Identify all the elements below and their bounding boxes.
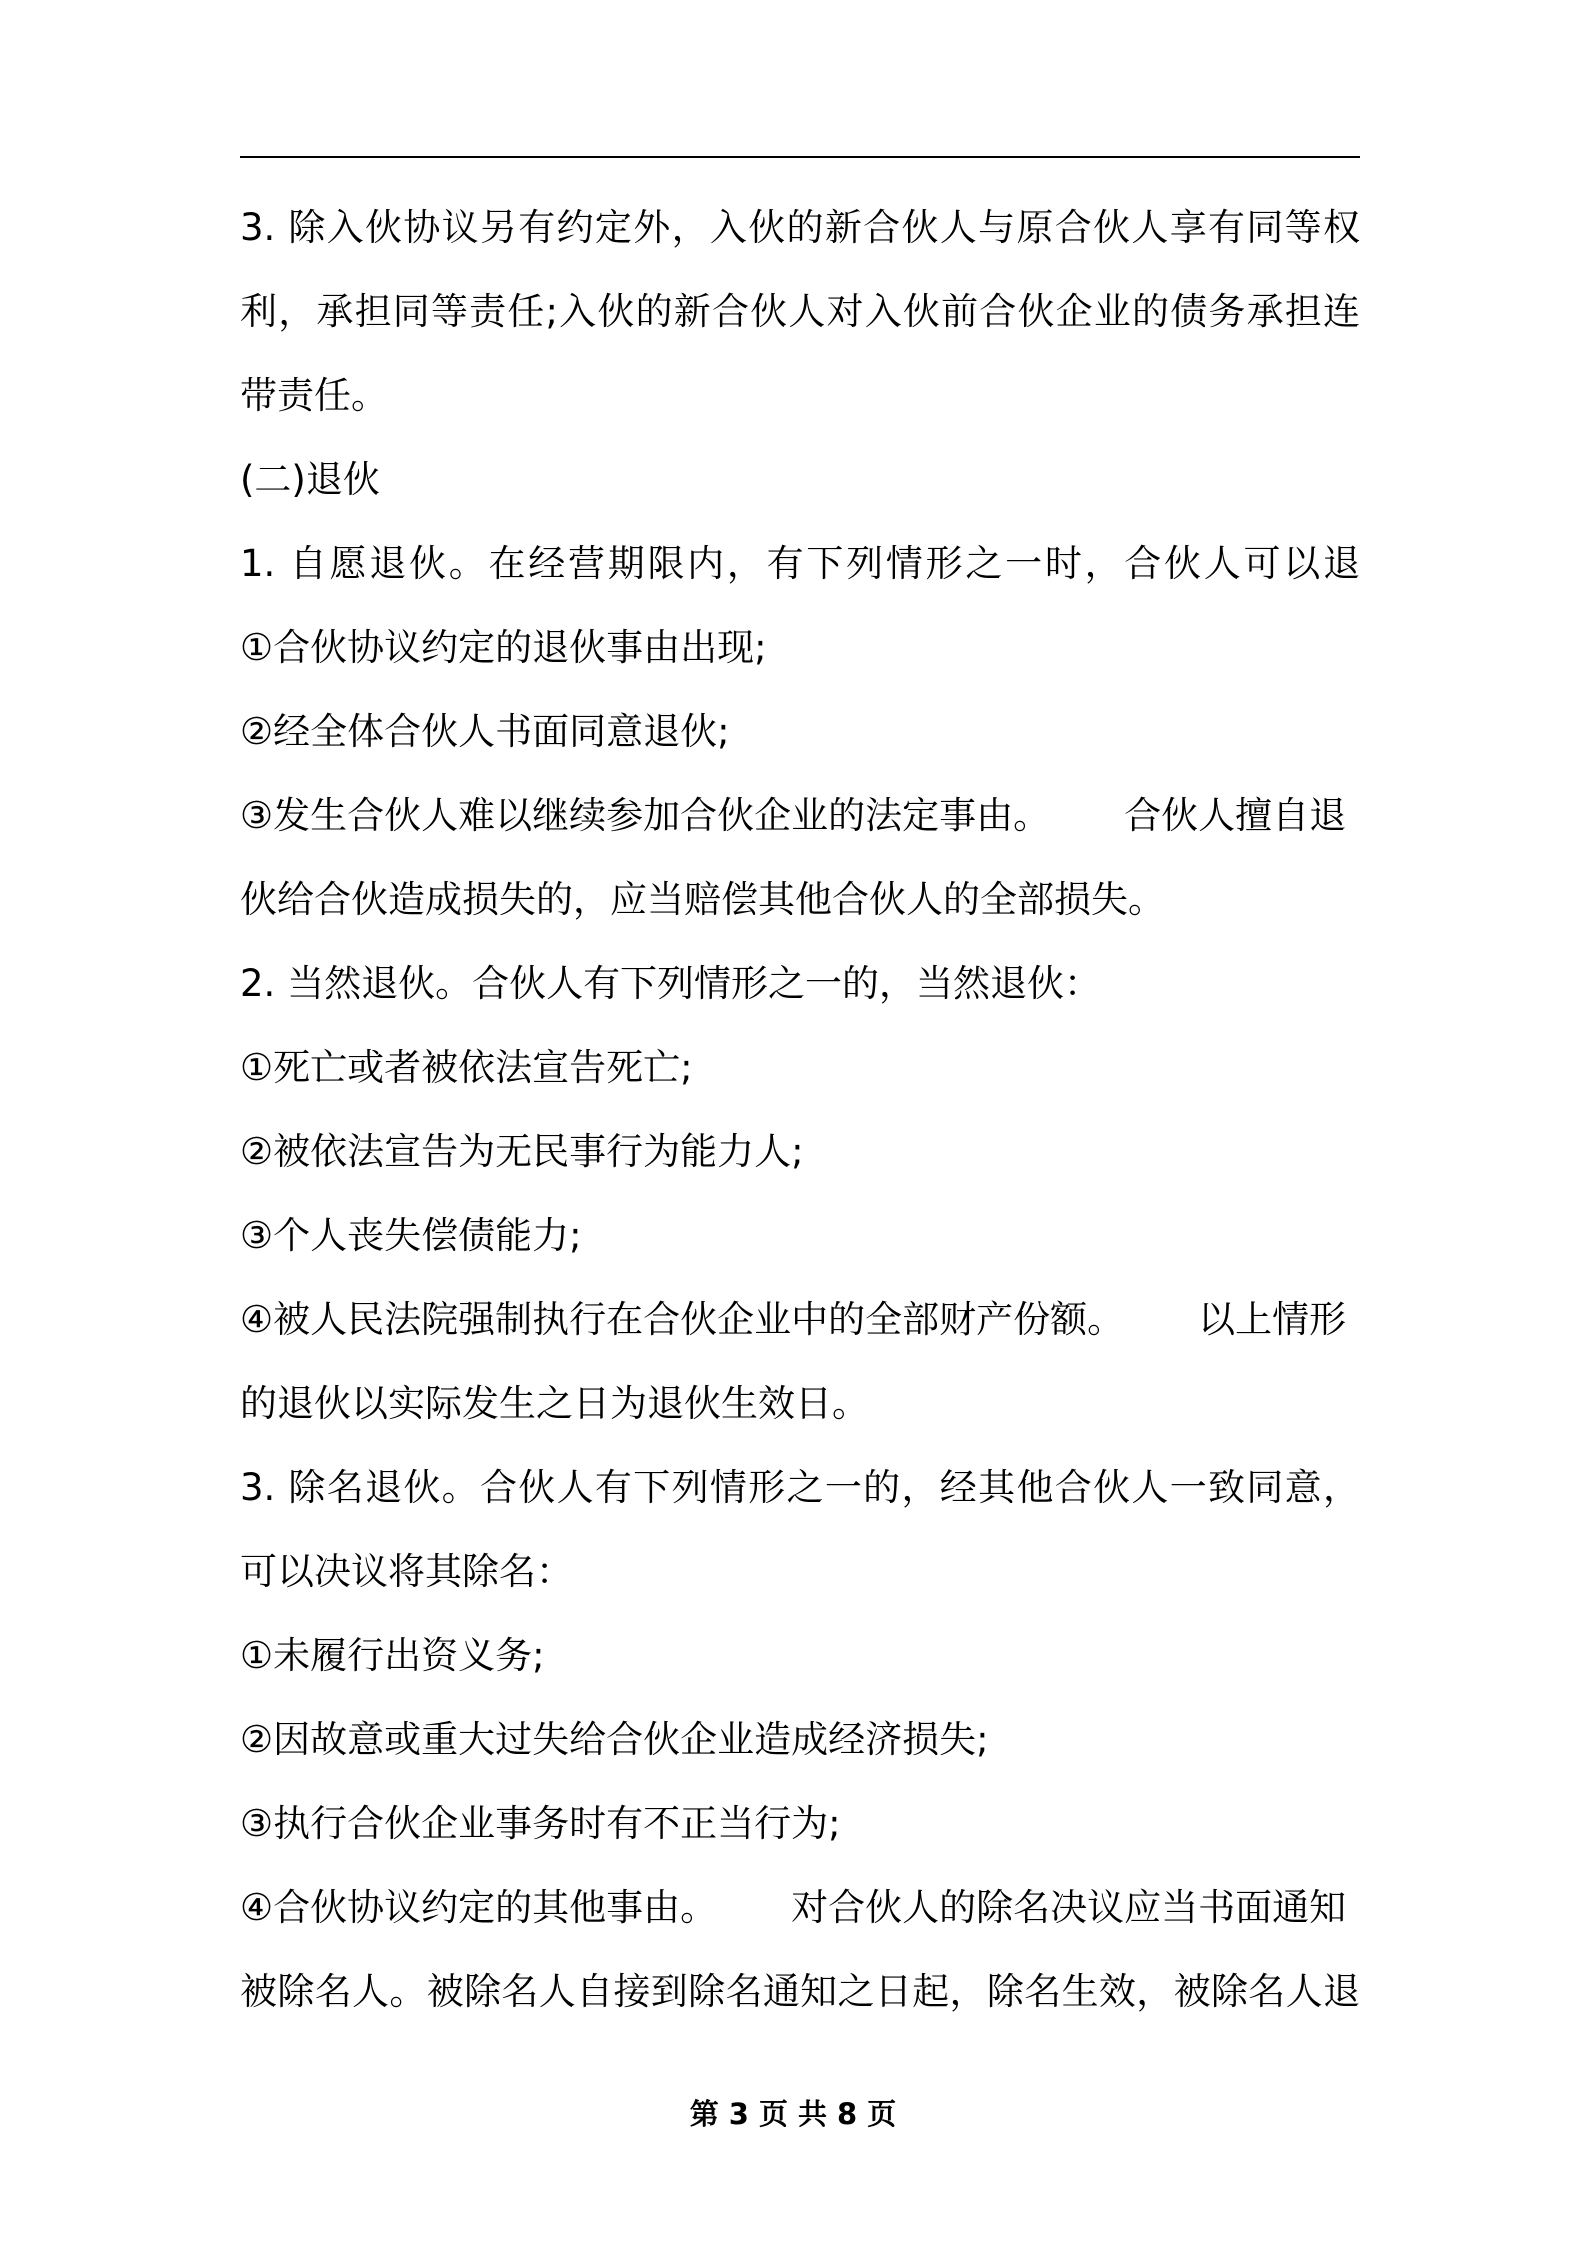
list-item: ①死亡或者被依法宣告死亡;	[240, 1046, 693, 1089]
paragraph-text: 对合伙人的除名决议应当书面通知	[791, 1886, 1347, 1929]
list-item: ③执行合伙企业事务时有不正当行为;	[240, 1802, 841, 1845]
list-item: ②经全体合伙人书面同意退伙;	[240, 710, 730, 753]
paragraph-text: 合伙人擅自退	[1124, 794, 1347, 837]
page-label-prefix: 第	[689, 2097, 719, 2131]
paragraph-line: 伙给合伙造成损失的，应当赔偿其他合伙人的全部损失。	[240, 878, 1165, 921]
paragraph-line: 2. 当然退伙。合伙人有下列情形之一的，当然退伙：	[240, 962, 1102, 1005]
list-item-text: ④被人民法院强制执行在合伙企业中的全部财产份额。	[240, 1298, 1125, 1341]
paragraph-line: 利，承担同等责任;入伙的新合伙人对入伙前合伙企业的债务承担连	[240, 290, 1360, 333]
list-item: ③个人丧失偿债能力;	[240, 1214, 582, 1257]
page-label-suffix: 页	[867, 2097, 897, 2131]
list-item: ②被依法宣告为无民事行为能力人;	[240, 1130, 804, 1173]
document-body	[240, 186, 1360, 2034]
list-item	[240, 774, 1360, 858]
list-item: ②因故意或重大过失给合伙企业造成经济损失;	[240, 1718, 989, 1761]
header-rule	[240, 156, 1360, 158]
paragraph-line: 可以决议将其除名：	[240, 1550, 573, 1593]
current-page-number: 3	[728, 2097, 749, 2131]
paragraph-line: 3. 除入伙协议另有约定外，入伙的新合伙人与原合伙人享有同等权	[240, 206, 1360, 249]
section-heading: (二)退伙	[240, 458, 380, 501]
paragraph-line: 被除名人。被除名人自接到除名通知之日起，除名生效，被除名人退	[240, 1970, 1360, 2013]
list-item-text: ③发生合伙人难以继续参加合伙企业的法定事由。	[240, 794, 1051, 837]
paragraph-line: 3. 除名退伙。合伙人有下列情形之一的，经其他合伙人一致同意，	[240, 1466, 1360, 1509]
list-item: ①未履行出资义务;	[240, 1634, 545, 1677]
list-item: ①合伙协议约定的退伙事由出现;	[240, 626, 767, 669]
list-item-text: ④合伙协议约定的其他事由。	[240, 1886, 718, 1929]
paragraph-line: 带责任。	[240, 374, 388, 417]
list-item	[240, 1866, 1360, 1950]
total-pages-number: 8	[837, 2097, 858, 2131]
list-item	[240, 1278, 1360, 1362]
paragraph-text: 以上情形	[1198, 1298, 1347, 1341]
page-label-mid: 页 共	[758, 2097, 828, 2131]
paragraph-line: 1. 自愿退伙。在经营期限内，有下列情形之一时，合伙人可以退	[240, 542, 1360, 585]
paragraph-line: 的退伙以实际发生之日为退伙生效日。	[240, 1382, 869, 1425]
page-footer	[0, 2094, 1586, 2134]
